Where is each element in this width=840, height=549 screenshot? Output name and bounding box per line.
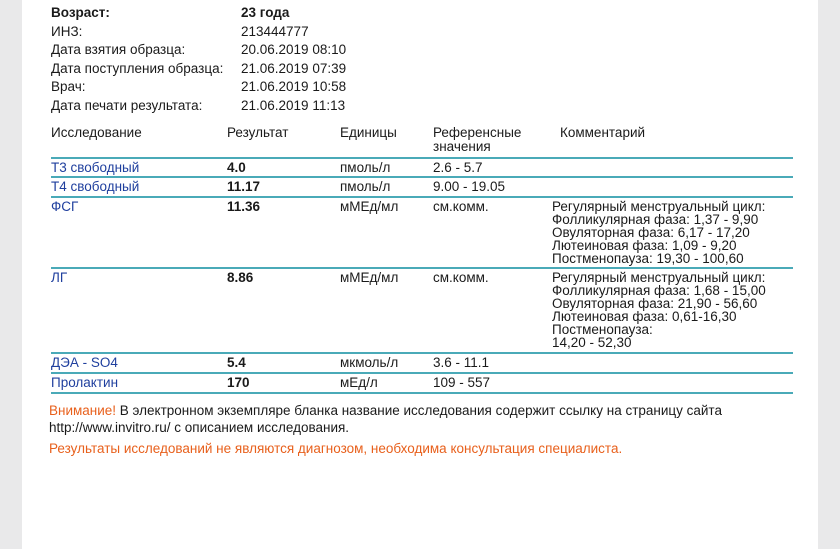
header-reference-line1: Референсные: [433, 125, 522, 140]
units-value: пмоль/л: [340, 179, 391, 194]
invitro-link[interactable]: http://www.invitro.ru/: [49, 420, 171, 435]
link-line: [49, 419, 722, 436]
units-value: пмоль/л: [340, 160, 391, 175]
warning-text: В электронном экземпляре бланка название исследования содержит ссылку на страницу сайта: [116, 403, 722, 418]
reference-value: см.комм.: [433, 199, 489, 214]
lab-report-page: [22, 0, 818, 549]
print-date-value: 21.06.2019 11:13: [241, 97, 346, 113]
comment-text: Регулярный менструальный цикл: Фолликулярная фаза: 1,68 - 15,00 Овуляторная фаза: 21,90 - 56,60 Лютеиновая фаза: 0,61-16,30 Постменопауза: 14,20 - 52,30: [552, 270, 766, 350]
units-value: мЕд/л: [340, 375, 378, 390]
header-result: Результат: [227, 125, 289, 140]
results-table-body: [51, 157, 793, 394]
notes-block: [49, 402, 722, 436]
units-value: мкмоль/л: [340, 355, 399, 370]
age-value: 23 года: [241, 5, 290, 20]
disclaimer-text: Результаты исследований не являются диагнозом, необходима консультация специалиста.: [49, 441, 623, 456]
study-name-link[interactable]: ФСГ: [51, 199, 79, 214]
reference-value: см.комм.: [433, 270, 489, 285]
warning-line: [49, 402, 722, 419]
table-row: [51, 352, 793, 372]
doctor-label: Врач:: [51, 79, 86, 94]
reference-value: 109 - 557: [433, 375, 491, 390]
table-bottom-rule: [51, 392, 793, 394]
study-name-link[interactable]: ЛГ: [51, 270, 68, 285]
header-study: Исследование: [51, 125, 142, 140]
study-name-link[interactable]: Т4 свободный: [51, 179, 140, 194]
study-name-link[interactable]: Т3 свободный: [51, 160, 140, 175]
results-table-header: [51, 126, 793, 156]
result-value: 11.36: [227, 199, 261, 214]
inz-value: 213444777: [241, 23, 309, 39]
result-value: 5.4: [227, 355, 246, 370]
sample-taken-label: Дата взятия образца:: [51, 42, 186, 57]
table-row: [51, 157, 793, 176]
study-name-link[interactable]: ДЭА - SO4: [51, 355, 118, 370]
table-row: [51, 196, 793, 267]
header-reference-line2: значения: [433, 139, 491, 154]
header-units: Единицы: [340, 125, 397, 140]
sample-received-value: 21.06.2019 07:39: [241, 60, 347, 76]
table-row: [51, 176, 793, 196]
result-value: 11.17: [227, 179, 261, 194]
sample-received-label: Дата поступления образца:: [51, 60, 224, 76]
study-name-link[interactable]: Пролактин: [51, 375, 119, 390]
reference-value: 2.6 - 5.7: [433, 160, 483, 175]
table-row: [51, 372, 793, 392]
warning-word: Внимание!: [49, 403, 117, 418]
print-date-label: Дата печати результата:: [51, 97, 203, 113]
header-reference: [433, 126, 521, 154]
reference-value: 9.00 - 19.05: [433, 179, 506, 194]
doctor-value: 21.06.2019 10:58: [241, 79, 347, 94]
reference-value: 3.6 - 11.1: [433, 355, 490, 370]
result-value: 8.86: [227, 270, 254, 285]
table-row: [51, 267, 793, 352]
result-value: 170: [227, 375, 250, 390]
units-value: мМЕд/мл: [340, 199, 399, 214]
age-label: Возраст:: [51, 5, 110, 20]
sample-taken-value: 20.06.2019 08:10: [241, 42, 347, 57]
comment-text: Регулярный менструальный цикл: Фолликулярная фаза: 1,37 - 9,90 Овуляторная фаза: 6,17 - 17,20 Лютеиновая фаза: 1,09 - 9,20 Постменопауза: 19,30 - 100,60: [552, 199, 766, 266]
inz-label: ИНЗ:: [51, 23, 83, 39]
units-value: мМЕд/мл: [340, 270, 399, 285]
result-value: 4.0: [227, 160, 246, 175]
link-suffix: с описанием исследования.: [170, 420, 350, 435]
header-comment: Комментарий: [560, 125, 646, 140]
